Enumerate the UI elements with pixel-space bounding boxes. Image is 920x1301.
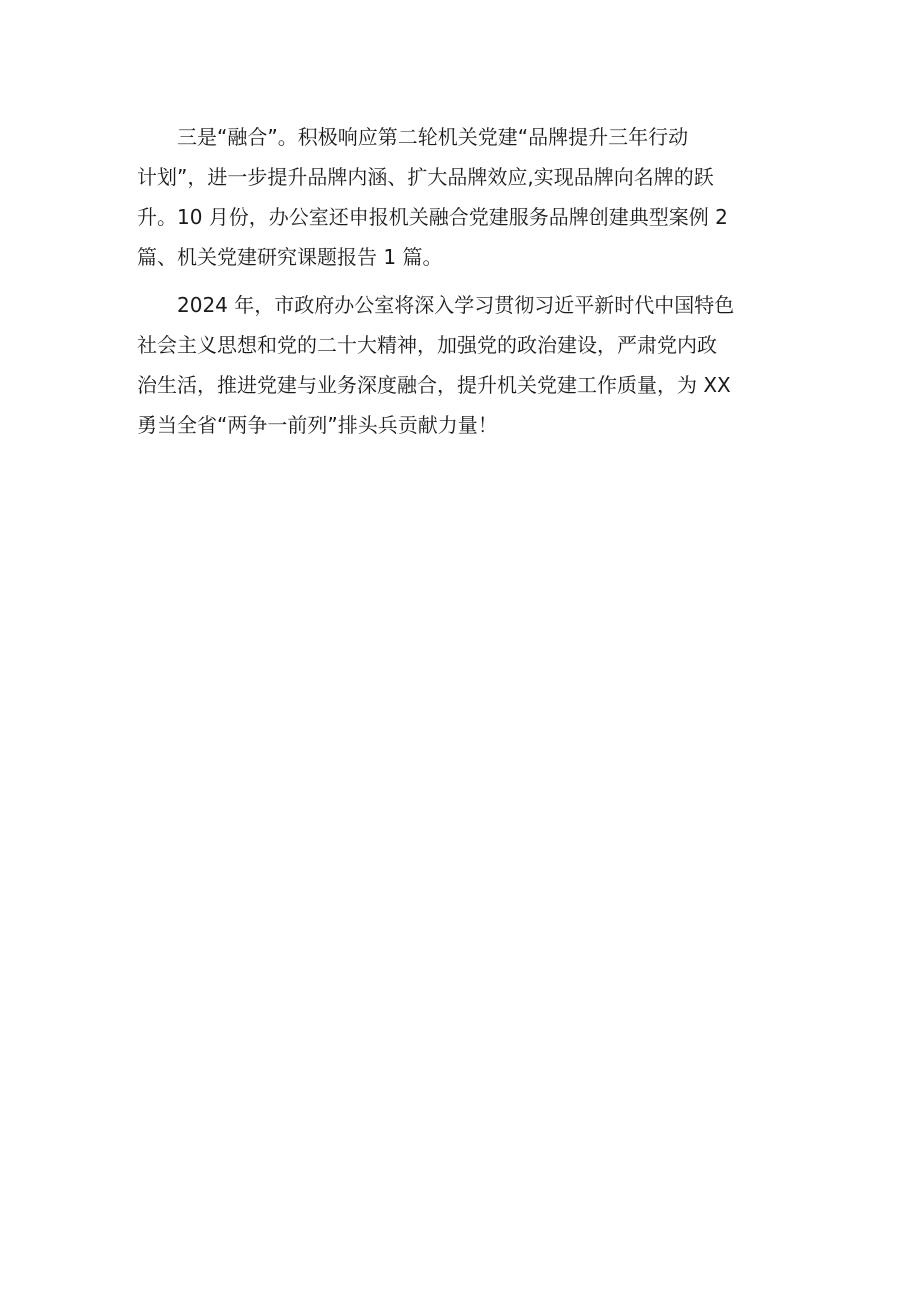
text-line: 2024 年，市政府办公室将深入学习贯彻习近平新时代中国特色 [177,293,735,317]
text-line: 社会主义思想和党的二十大精神，加强党的政治建设，严肃党内政 [137,333,717,357]
text-line: 治生活，推进党建与业务深度融合，提升机关党建工作质量，为 XX [137,373,731,397]
text-line: 篇、机关党建研究课题报告 1 篇。 [137,245,443,269]
paragraph-2024-plan [137,285,777,445]
text-line: 升。10 月份，办公室还申报机关融合党建服务品牌创建典型案例 2 [137,205,728,229]
document-body [137,117,777,453]
paragraph-integration [137,117,777,277]
text-line: 勇当全省“两争一前列”排头兵贡献力量！ [137,413,498,437]
text-line: 三是“融合”。积极响应第二轮机关党建“品牌提升三年行动 [177,125,689,149]
text-line: 计划”，进一步提升品牌内涵、扩大品牌效应,实现品牌向名牌的跃 [137,165,714,189]
